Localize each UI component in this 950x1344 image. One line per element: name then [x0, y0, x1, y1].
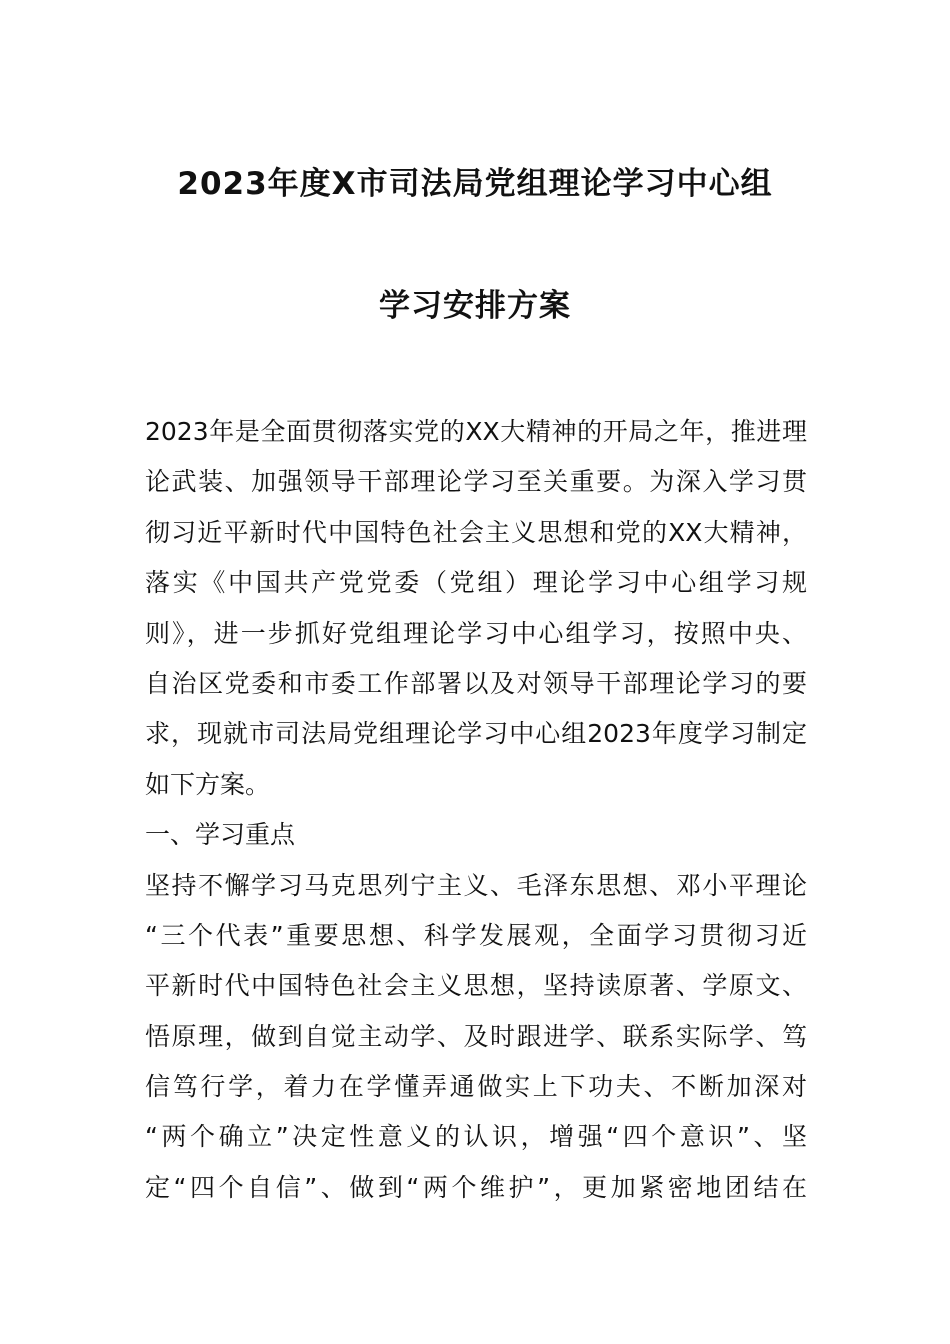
- body-line: 论武装、加强领导干部理论学习至关重要。为深入学习贯: [145, 467, 807, 497]
- document-title-line-1: 2023年度X市司法局党组理论学习中心组: [177, 166, 773, 202]
- document-title-line-2: 学习安排方案: [379, 288, 571, 324]
- body-line: 彻习近平新时代中国特色社会主义思想和党的XX大精神，: [145, 517, 807, 547]
- body-line: 悟原理，做到自觉主动学、及时跟进学、联系实际学、笃: [145, 1021, 807, 1051]
- body-line: 求，现就市司法局党组理论学习中心组2023年度学习制定: [145, 719, 807, 749]
- section-heading: 一、学习重点: [145, 820, 296, 850]
- body-line: 自治区党委和市委工作部署以及对领导干部理论学习的要: [145, 668, 807, 698]
- body-line: 落实《中国共产党党委（党组）理论学习中心组学习规: [145, 568, 807, 598]
- body-line: 2023年是全面贯彻落实党的XX大精神的开局之年，推进理: [145, 417, 807, 446]
- body-line: 定“四个自信”、做到“两个维护”，更加紧密地团结在: [145, 1172, 807, 1202]
- body-line: 信笃行学，着力在学懂弄通做实上下功夫、不断加深对: [145, 1072, 807, 1102]
- body-line: “三个代表”重要思想、科学发展观，全面学习贯彻习近: [145, 920, 807, 950]
- body-line: 则》，进一步抓好党组理论学习中心组学习，按照中央、: [145, 618, 807, 648]
- body-line: 如下方案。: [145, 769, 271, 799]
- document-body: [145, 407, 807, 1213]
- body-line: 平新时代中国特色社会主义思想，坚持读原著、学原文、: [145, 971, 807, 1001]
- body-line: 坚持不懈学习马克思列宁主义、毛泽东思想、邓小平理论: [145, 870, 807, 900]
- body-line: “两个确立”决定性意义的认识，增强“四个意识”、坚: [145, 1122, 807, 1152]
